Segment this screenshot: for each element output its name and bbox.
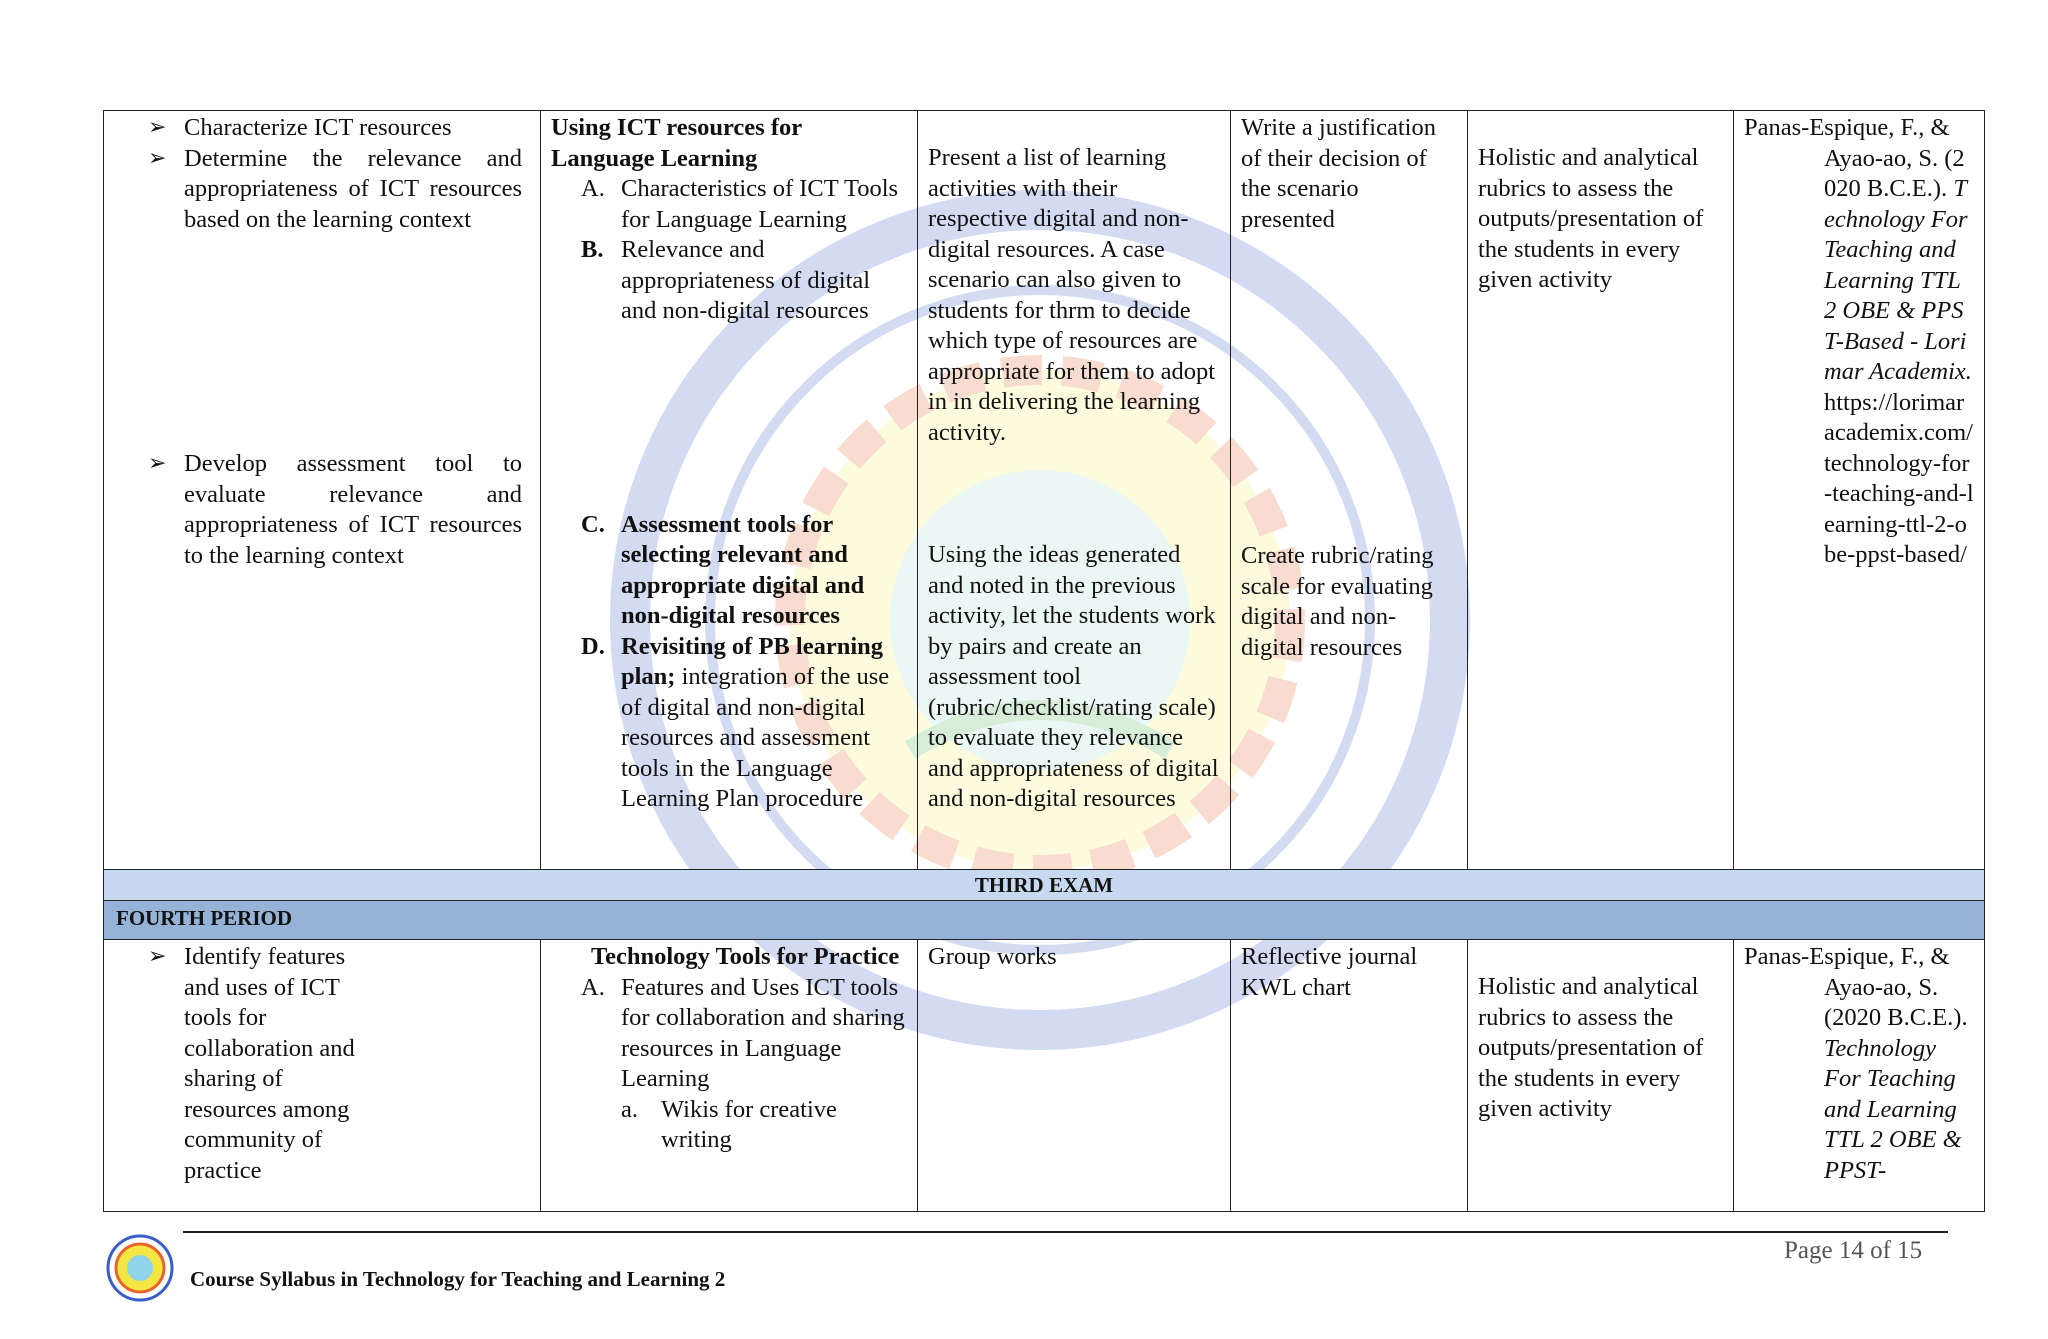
content-item: A. Characteristics of ICT Tools for Language Learning — [581, 175, 899, 233]
activities-cell — [918, 940, 1231, 1212]
content-item: D. Revisiting of PB learning plan; integration of the use of digital and non-digital resources and assessment tools in the Language Learning Plan procedure — [581, 632, 890, 812]
content-cell — [541, 111, 918, 870]
reference-author: Panas-Espique, F., & — [1744, 943, 1950, 970]
syllabus-table — [103, 110, 1985, 1212]
content-item: A. Features and Uses ICT tools for collaboration and sharing resources in Language Learning — [581, 973, 905, 1092]
section1-row — [104, 111, 1985, 870]
reference-url: https://lorimaracademix.com/technology-for-teaching-and-learning-ttl-2-obe-ppst-based/ — [1824, 388, 1974, 568]
college-logo-icon — [106, 1234, 174, 1302]
arrow-bullet-icon: ➢ — [148, 451, 167, 476]
arrow-bullet-icon: ➢ — [148, 944, 167, 969]
reference-title: Technology For Teaching and Learning TTL 2 OBE & PPST-Based - Lorimar Academix. — [1824, 175, 1972, 385]
reference-year: Ayao-ao, S. (2020 B.C.E.). — [1824, 973, 1968, 1031]
activity-text: Using the ideas generated and noted in the previous activity, let the students work by pairs and create an assessment tool (rubric/checklist/rating scale) to evaluate they relevance and appropriateness of digital and non-digital resources — [928, 541, 1219, 812]
tasks-cell — [1231, 940, 1468, 1212]
reference-title: Technology For Teaching and Learning TTL 2 OBE & PPST- — [1824, 1034, 1962, 1184]
assessment-text: Holistic and analytical rubrics to assess the outputs/presentation of the students in every given activity — [1478, 144, 1704, 293]
outcome-item: ➢ Characterize ICT resources — [104, 113, 530, 144]
content-title: Technology Tools for Practice — [591, 943, 900, 970]
content-item: B. Relevance and appropriateness of digital and non-digital resources — [581, 236, 871, 324]
fourth-period-label: FOURTH PERIOD — [104, 901, 1985, 940]
outcome-item: ➢ Determine the relevance and appropriateness of ICT resources based on the learning context — [104, 144, 530, 236]
arrow-bullet-icon: ➢ — [148, 115, 167, 140]
outcome-item: ➢ Develop assessment tool to evaluate relevance and appropriateness of ICT resources to the learning context — [104, 449, 530, 571]
activity-text: Group works — [928, 943, 1057, 970]
assessment-cell — [1468, 111, 1734, 870]
third-exam-label: THIRD EXAM — [104, 870, 1985, 901]
fourth-period-row — [104, 901, 1985, 940]
content-item: C. Assessment tools for selecting relevant and appropriate digital and non-digital resources — [581, 510, 865, 629]
reference-year: Ayao-ao, S. (2020 B.C.E.). — [1824, 144, 1965, 202]
page-number: Page 14 of 15 — [1784, 1237, 1923, 1264]
outcome-item: ➢ Identify features and uses of ICT tools for collaboration and sharing of resources among community of practice — [104, 942, 530, 1186]
outcomes-cell — [104, 111, 541, 870]
activities-cell — [918, 111, 1231, 870]
footer-title: Course Syllabus in Technology for Teaching and Learning 2 — [190, 1267, 726, 1291]
section2-row — [104, 940, 1985, 1212]
content-subitem: a. Wikis for creative writing — [621, 1095, 837, 1153]
footer-divider — [183, 1231, 1948, 1233]
activity-text: Present a list of learning activities with their respective digital and non-digital resources. A case scenario can also given to students for thrm to decide which type of resources are appropriate for them to adopt in in delivering the learning activity. — [928, 144, 1216, 446]
assessment-cell — [1468, 940, 1734, 1212]
outcomes-cell — [104, 940, 541, 1212]
references-cell — [1734, 111, 1985, 870]
references-cell — [1734, 940, 1985, 1212]
content-cell — [541, 940, 918, 1212]
task-text: Create rubric/rating scale for evaluating digital and non-digital resources — [1241, 542, 1434, 661]
tasks-cell — [1231, 111, 1468, 870]
task-text: Write a justification of their decision of the scenario presented — [1241, 114, 1436, 233]
arrow-bullet-icon: ➢ — [148, 145, 167, 171]
content-title: Using ICT resources for Language Learning — [551, 114, 802, 172]
reference-author: Panas-Espique, F., & — [1744, 114, 1950, 141]
task-text: Reflective journal KWL chart — [1241, 943, 1418, 1001]
assessment-text: Holistic and analytical rubrics to assess the outputs/presentation of the students in every given activity — [1478, 973, 1704, 1122]
third-exam-row — [104, 870, 1985, 901]
